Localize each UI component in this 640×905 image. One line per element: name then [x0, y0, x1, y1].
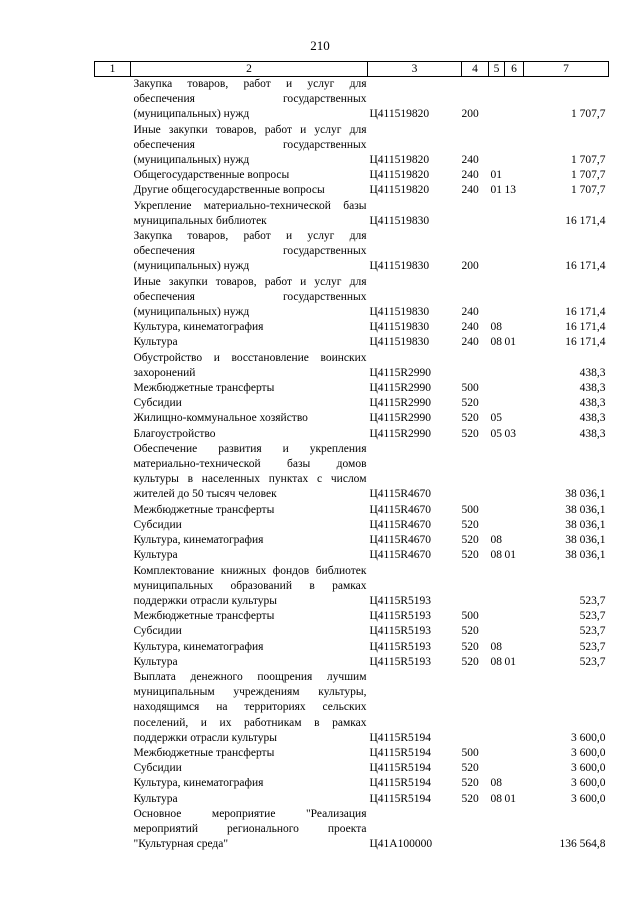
row-number-cell: [95, 275, 131, 321]
table-row: [95, 229, 609, 275]
row-number-cell: [95, 518, 131, 533]
item-name-cell: Субсидии: [133, 397, 182, 410]
target-code-cell: Ц4115R5194: [369, 762, 432, 775]
amount-cell: 38 036,1: [565, 488, 606, 501]
section-cell: [489, 670, 505, 746]
target-code-cell: Ц411519820: [369, 169, 430, 182]
subsection-cell: [505, 77, 524, 123]
table-row: [95, 275, 609, 321]
subsection-cell: 03: [504, 427, 516, 440]
table-row: [95, 335, 609, 350]
item-name-cell: Обустройство и восстановление воинских захоронений: [133, 351, 367, 379]
expense-type-cell: 520: [461, 655, 479, 668]
table-row: [95, 411, 609, 426]
target-code-cell: Ц411519830: [369, 321, 430, 334]
expense-type-cell: 520: [461, 640, 479, 653]
target-code-cell: Ц4115R4670: [369, 549, 432, 562]
section-cell: [489, 807, 505, 853]
row-number-cell: [95, 807, 131, 853]
expense-type-cell: [462, 670, 489, 746]
item-name-cell: Иные закупки товаров, работ и услуг для обеспечения государственных (муниципальных) нужд: [133, 123, 367, 167]
table-row: [95, 807, 609, 853]
expense-type-cell: [462, 564, 489, 610]
amount-cell: 38 036,1: [565, 534, 606, 547]
header-cell-7: 7: [524, 62, 609, 77]
header-cell-2: 2: [131, 62, 368, 77]
row-number-cell: [95, 183, 131, 198]
subsection-cell: [505, 123, 524, 169]
expense-type-cell: 500: [461, 610, 479, 623]
amount-cell: 438,3: [579, 366, 606, 379]
target-code-cell: Ц4115R4670: [369, 488, 432, 501]
target-code-cell: Ц4115R4670: [369, 534, 432, 547]
header-row: [95, 62, 609, 77]
target-code-cell: Ц411519830: [369, 214, 430, 227]
expense-type-cell: 240: [461, 321, 479, 334]
amount-cell: 438,3: [579, 412, 606, 425]
subsection-cell: [505, 609, 524, 624]
subsection-cell: [505, 351, 524, 381]
row-number-cell: [95, 548, 131, 563]
subsection-cell: 01: [504, 336, 516, 349]
table-row: [95, 670, 609, 746]
target-code-cell: Ц411519820: [369, 108, 430, 121]
amount-cell: 16 171,4: [565, 321, 606, 334]
section-cell: 08: [490, 534, 502, 547]
header-cell-6: 6: [505, 62, 524, 77]
section-cell: [489, 123, 505, 169]
table-row: [95, 183, 609, 198]
target-code-cell: Ц41A100000: [369, 838, 433, 851]
target-code-cell: Ц4115R5193: [369, 610, 432, 623]
amount-cell: 523,7: [579, 594, 606, 607]
subsection-cell: [505, 640, 524, 655]
table-row: [95, 609, 609, 624]
target-code-cell: Ц411519830: [369, 306, 430, 319]
item-name-cell: Основное мероприятие "Реализация мероприятий регионального проекта "Культурная среда": [133, 807, 367, 851]
row-number-cell: [95, 381, 131, 396]
table-row: [95, 199, 609, 229]
amount-cell: 438,3: [579, 397, 606, 410]
table-row: [95, 381, 609, 396]
section-cell: 08: [490, 549, 502, 562]
item-name-cell: Укрепление материально-технической базы муниципальных библиотек: [133, 199, 367, 227]
expense-type-cell: [462, 807, 489, 853]
section-cell: 05: [490, 412, 502, 425]
target-code-cell: Ц4115R2990: [369, 366, 432, 379]
amount-cell: 3 600,0: [571, 762, 606, 775]
amount-cell: 38 036,1: [565, 503, 606, 516]
row-number-cell: [95, 640, 131, 655]
section-cell: [489, 351, 505, 381]
subsection-cell: [505, 396, 524, 411]
row-number-cell: [95, 351, 131, 381]
section-cell: [489, 746, 505, 761]
expense-type-cell: 520: [461, 412, 479, 425]
row-number-cell: [95, 624, 131, 639]
subsection-cell: 01: [504, 792, 516, 805]
section-cell: 08: [490, 321, 502, 334]
subsection-cell: [505, 564, 524, 610]
item-name-cell: Культура, кинематография: [133, 321, 264, 334]
table-row: [95, 503, 609, 518]
target-code-cell: Ц4115R4670: [369, 503, 432, 516]
expense-type-cell: [462, 442, 489, 503]
target-code-cell: Ц4115R2990: [369, 412, 432, 425]
header-cell-3: 3: [368, 62, 462, 77]
subsection-cell: [505, 320, 524, 335]
item-name-cell: Обеспечение развития и укрепления материально-технической базы домов культуры в населенных пунктах с числом жителей до 50 тысяч человек: [133, 442, 367, 501]
table-header: [95, 62, 609, 77]
row-number-cell: [95, 609, 131, 624]
table-row: [95, 792, 609, 807]
table-row: [95, 564, 609, 610]
table-row: [95, 396, 609, 411]
target-code-cell: Ц4115R5194: [369, 731, 432, 744]
subsection-cell: [505, 411, 524, 426]
target-code-cell: Ц4115R2990: [369, 397, 432, 410]
section-cell: [489, 396, 505, 411]
row-number-cell: [95, 533, 131, 548]
expense-type-cell: 520: [461, 792, 479, 805]
section-cell: 08: [490, 655, 502, 668]
item-name-cell: Культура: [133, 792, 178, 805]
budget-table-container: [94, 61, 608, 852]
row-number-cell: [95, 564, 131, 610]
target-code-cell: Ц4115R5194: [369, 777, 432, 790]
table-row: [95, 427, 609, 442]
amount-cell: 1 707,7: [571, 108, 606, 121]
subsection-cell: 01: [504, 549, 516, 562]
table-row: [95, 761, 609, 776]
expense-type-cell: 520: [461, 397, 479, 410]
expense-type-cell: 500: [461, 382, 479, 395]
amount-cell: 3 600,0: [571, 746, 606, 759]
expense-type-cell: 200: [461, 108, 479, 121]
item-name-cell: Общегосударственные вопросы: [133, 169, 290, 182]
expense-type-cell: 520: [461, 777, 479, 790]
subsection-cell: [505, 199, 524, 229]
page-number: 210: [310, 38, 330, 53]
subsection-cell: [505, 624, 524, 639]
section-cell: 08: [490, 777, 502, 790]
section-cell: [489, 229, 505, 275]
item-name-cell: Межбюджетные трансферты: [133, 746, 275, 759]
target-code-cell: Ц4115R5193: [369, 594, 432, 607]
amount-cell: 438,3: [579, 382, 606, 395]
section-cell: [489, 518, 505, 533]
amount-cell: 3 600,0: [571, 792, 606, 805]
amount-cell: 3 600,0: [571, 777, 606, 790]
section-cell: [489, 761, 505, 776]
table-row: [95, 776, 609, 791]
amount-cell: 16 171,4: [565, 336, 606, 349]
row-number-cell: [95, 746, 131, 761]
amount-cell: 438,3: [579, 427, 606, 440]
expense-type-cell: 520: [461, 625, 479, 638]
amount-cell: 1 707,7: [571, 169, 606, 182]
item-name-cell: Культура, кинематография: [133, 640, 264, 653]
amount-cell: 3 600,0: [571, 731, 606, 744]
section-cell: 01: [490, 169, 502, 182]
header-cell-5: 5: [489, 62, 505, 77]
item-name-cell: Субсидии: [133, 762, 182, 775]
expense-type-cell: 520: [461, 427, 479, 440]
item-name-cell: Культура: [133, 549, 178, 562]
expense-type-cell: 240: [461, 336, 479, 349]
target-code-cell: Ц4115R5193: [369, 640, 432, 653]
item-name-cell: Культура, кинематография: [133, 777, 264, 790]
expense-type-cell: [462, 351, 489, 381]
section-cell: [489, 609, 505, 624]
item-name-cell: Другие общегосударственные вопросы: [133, 184, 325, 197]
subsection-cell: [505, 746, 524, 761]
item-name-cell: Межбюджетные трансферты: [133, 382, 275, 395]
amount-cell: 523,7: [579, 625, 606, 638]
row-number-cell: [95, 442, 131, 503]
table-row: [95, 533, 609, 548]
amount-cell: 1 707,7: [571, 184, 606, 197]
amount-cell: 136 564,8: [559, 838, 606, 851]
section-cell: [489, 564, 505, 610]
expense-type-cell: 240: [461, 154, 479, 167]
subsection-cell: [505, 442, 524, 503]
section-cell: [489, 442, 505, 503]
row-number-cell: [95, 396, 131, 411]
section-cell: 05: [490, 427, 502, 440]
subsection-cell: [505, 807, 524, 853]
expense-type-cell: 500: [461, 503, 479, 516]
target-code-cell: Ц4115R2990: [369, 427, 432, 440]
section-cell: 08: [490, 640, 502, 653]
row-number-cell: [95, 670, 131, 746]
target-code-cell: Ц4115R5193: [369, 655, 432, 668]
target-code-cell: Ц411519830: [369, 336, 430, 349]
item-name-cell: Жилищно-коммунальное хозяйство: [133, 412, 308, 425]
item-name-cell: Комплектование книжных фондов библиотек муниципальных образований в рамках поддержки отрасли культуры: [133, 564, 367, 607]
target-code-cell: Ц4115R5194: [369, 792, 432, 805]
amount-cell: 38 036,1: [565, 549, 606, 562]
amount-cell: 1 707,7: [571, 154, 606, 167]
row-number-cell: [95, 77, 131, 123]
expense-type-cell: 240: [461, 306, 479, 319]
expense-type-cell: 520: [461, 534, 479, 547]
table-row: [95, 320, 609, 335]
item-name-cell: Межбюджетные трансферты: [133, 503, 275, 516]
subsection-cell: 13: [504, 184, 516, 197]
row-number-cell: [95, 123, 131, 169]
header-cell-1: 1: [95, 62, 131, 77]
expense-type-cell: 500: [461, 746, 479, 759]
row-number-cell: [95, 776, 131, 791]
table-row: [95, 655, 609, 670]
section-cell: [489, 624, 505, 639]
table-row: [95, 168, 609, 183]
row-number-cell: [95, 761, 131, 776]
header-cell-4: 4: [462, 62, 489, 77]
section-cell: 01: [490, 184, 502, 197]
table-row: [95, 77, 609, 123]
row-number-cell: [95, 320, 131, 335]
subsection-cell: 01: [504, 655, 516, 668]
subsection-cell: [505, 776, 524, 791]
target-code-cell: Ц411519830: [369, 260, 430, 273]
expense-type-cell: [462, 199, 489, 229]
item-name-cell: Культура, кинематография: [133, 534, 264, 547]
row-number-cell: [95, 229, 131, 275]
table-row: [95, 442, 609, 503]
row-number-cell: [95, 168, 131, 183]
row-number-cell: [95, 792, 131, 807]
table-row: [95, 518, 609, 533]
subsection-cell: [505, 381, 524, 396]
target-code-cell: Ц411519820: [369, 154, 430, 167]
table-row: [95, 746, 609, 761]
expense-type-cell: 200: [461, 260, 479, 273]
expense-type-cell: 520: [461, 762, 479, 775]
item-name-cell: Благоустройство: [133, 427, 216, 440]
item-name-cell: Иные закупки товаров, работ и услуг для обеспечения государственных (муниципальных) нужд: [133, 275, 367, 319]
target-code-cell: Ц4115R4670: [369, 518, 432, 531]
item-name-cell: Культура: [133, 655, 178, 668]
section-cell: [489, 381, 505, 396]
subsection-cell: [505, 503, 524, 518]
item-name-cell: Закупка товаров, работ и услуг для обеспечения государственных (муниципальных) нужд: [133, 230, 367, 273]
table-body: [95, 77, 609, 853]
amount-cell: 523,7: [579, 610, 606, 623]
section-cell: 08: [490, 336, 502, 349]
subsection-cell: [505, 229, 524, 275]
item-name-cell: Межбюджетные трансферты: [133, 610, 275, 623]
amount-cell: 523,7: [579, 655, 606, 668]
item-name-cell: Выплата денежного поощрения лучшим муниципальным учреждениям культуры, находящимся на территориях сельских поселений, и их работникам в рамках поддержки отрасли культуры: [133, 670, 367, 744]
table-row: [95, 351, 609, 381]
row-number-cell: [95, 411, 131, 426]
target-code-cell: Ц411519820: [369, 184, 430, 197]
item-name-cell: Закупка товаров, работ и услуг для обеспечения государственных (муниципальных) нужд: [133, 78, 367, 121]
expense-type-cell: 520: [461, 549, 479, 562]
item-name-cell: Субсидии: [133, 518, 182, 531]
row-number-cell: [95, 503, 131, 518]
section-cell: [489, 199, 505, 229]
subsection-cell: [505, 761, 524, 776]
amount-cell: 523,7: [579, 640, 606, 653]
amount-cell: 16 171,4: [565, 306, 606, 319]
expense-type-cell: 240: [461, 169, 479, 182]
section-cell: [489, 503, 505, 518]
target-code-cell: Ц4115R5194: [369, 746, 432, 759]
table-row: [95, 123, 609, 169]
table-row: [95, 624, 609, 639]
target-code-cell: Ц4115R2990: [369, 382, 432, 395]
subsection-cell: [505, 168, 524, 183]
subsection-cell: [505, 533, 524, 548]
expense-type-cell: 520: [461, 518, 479, 531]
item-name-cell: Культура: [133, 336, 178, 349]
section-cell: 08: [490, 792, 502, 805]
row-number-cell: [95, 427, 131, 442]
table-row: [95, 548, 609, 563]
section-cell: [489, 77, 505, 123]
amount-cell: 38 036,1: [565, 518, 606, 531]
expense-type-cell: 240: [461, 184, 479, 197]
subsection-cell: [505, 670, 524, 746]
row-number-cell: [95, 335, 131, 350]
row-number-cell: [95, 199, 131, 229]
target-code-cell: Ц4115R5193: [369, 625, 432, 638]
item-name-cell: Субсидии: [133, 625, 182, 638]
subsection-cell: [505, 518, 524, 533]
amount-cell: 16 171,4: [565, 214, 606, 227]
subsection-cell: [505, 275, 524, 321]
table-row: [95, 640, 609, 655]
budget-table: [94, 61, 609, 852]
row-number-cell: [95, 655, 131, 670]
amount-cell: 16 171,4: [565, 260, 606, 273]
section-cell: [489, 275, 505, 321]
